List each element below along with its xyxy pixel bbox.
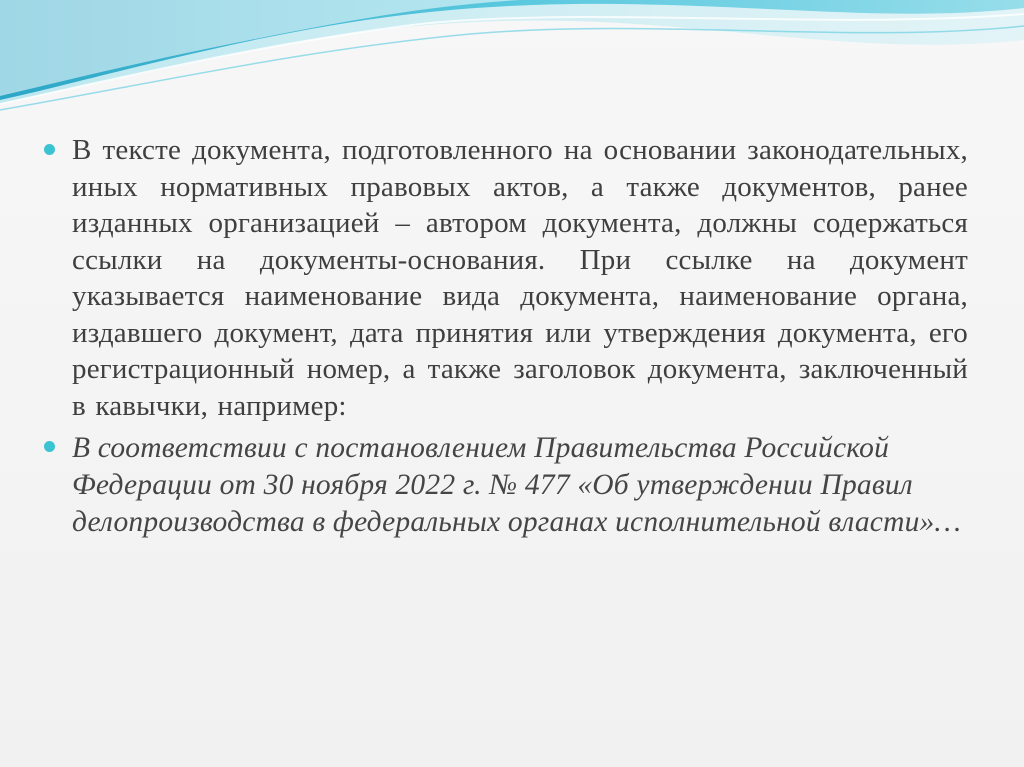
example-text: В соответствии с постановлением Правительства Российской Федерации от 30 ноября 2022 г. № 477 «Об утверждении Правил делопроизводства в федеральных органах исполнительной власти»… — [72, 432, 961, 538]
wave-header-decoration — [0, 0, 1024, 120]
paragraph-text: В тексте документа, подготовленного на основании законодательных, иных нормативных правовых актов, а также документов, ранее изданных организацией – автором документа, должны содержаться ссылки на документы-основания. При ссылке на документ указывается наименование вида документа, наименование органа, издавшего документ, дата принятия или утверждения документа, его регистрационный номер, а также заголовок документа, заключенный в кавычки, например: — [72, 134, 968, 422]
bullet-dot-icon — [44, 441, 55, 452]
bullet-list — [44, 132, 968, 547]
bullet-dot-icon — [44, 144, 55, 155]
bullet-item — [44, 430, 968, 541]
bullet-item — [44, 132, 968, 424]
